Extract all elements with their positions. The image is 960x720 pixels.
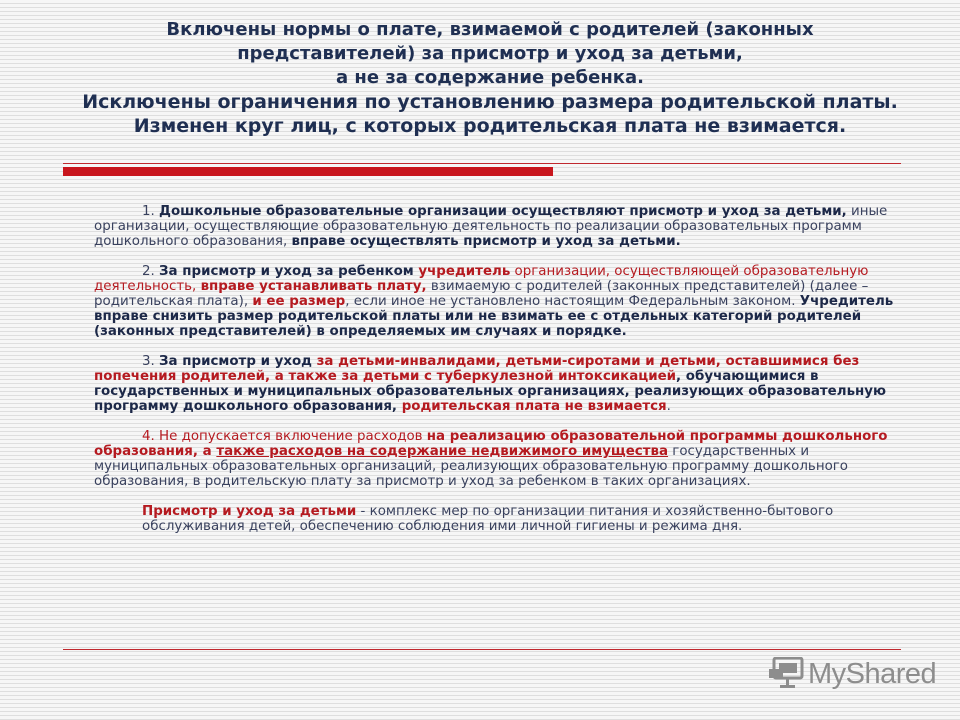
p3-bold-1: За присмотр и уход [159, 354, 317, 369]
top-divider-line [63, 163, 901, 164]
p5-text-1: - комплекс мер по организации питания и хозяйственно-бытового обслуживания детей, обеспечению соблюдения ими личной гигиены и режима дня. [142, 504, 834, 534]
p1-number: 1. [142, 204, 160, 219]
paragraph-2 [94, 264, 904, 339]
p5-red-bold-1: Присмотр и уход за детьми [142, 504, 357, 519]
p3-red-bold-1: за детьми-инвалидами, детьми-сиротами и детьми, оставшимися без попечения родителей, а также за детьми с туберкулезной интоксикацией [94, 354, 860, 384]
p3-text-1: . [666, 399, 671, 414]
p3-number: 3. [142, 354, 160, 369]
p1-bold-1: Дошкольные образовательные организации осуществляют присмотр и уход за детьми, [159, 204, 847, 219]
p2-red-bold-1: учредитель [418, 264, 511, 279]
title-line-5: Изменен круг лиц, с которых родительская плата не взимается. [133, 115, 847, 137]
title-line-1: Включены нормы о плате, взимаемой с родителей (законных [166, 19, 814, 40]
paragraph-5 [94, 504, 904, 534]
paragraph-3 [94, 354, 904, 414]
presentation-screen-icon [768, 657, 804, 691]
p1-bold-2: вправе осуществлять присмотр и уход за детьми. [291, 234, 681, 249]
p2-red-bold-2: вправе устанавливать плату, [200, 279, 427, 294]
bottom-divider-line [63, 649, 901, 650]
watermark-text: MyShared [808, 657, 937, 690]
p4-text-1: государственных и муниципальных образовательных организаций, реализующих образовательную программу дошкольного образования, в родительскую плату за присмотр и уход за ребенком в таких организациях. [94, 444, 849, 489]
p4-red-1: 4. Не допускается включение расходов [142, 429, 427, 444]
p2-number: 2. [142, 264, 160, 279]
p2-bold-2: Учредитель вправе снизить размер родительской платы или не взимать ее с отдельных категорий родителей (законных представителей) в определяемых им случаях и порядке. [94, 294, 894, 339]
title-line-2: представителей) за присмотр и уход за детьми, [237, 43, 743, 64]
p4-red-bold-underlined: также расходов на содержание недвижимого имущества [216, 444, 669, 459]
title-line-3: а не за содержание ребенка. [336, 67, 644, 88]
p3-bold-2: , обучающимися в государственных и муниципальных образовательных организациях, реализующих образовательную программу дошкольного образования, [94, 369, 887, 414]
myshared-watermark [768, 656, 936, 692]
slide-title [40, 18, 940, 138]
p2-text-1: взимаемую с родителей (законных представителей) (далее – родительская плата), [94, 279, 869, 309]
p1-text-1: иные организации, осуществляющие образовательную деятельность по реализации образовательных программ дошкольного образования, [94, 204, 888, 249]
slide-body [94, 204, 904, 549]
p2-red-1: организации, осуществляющей образовательную деятельность, [94, 264, 869, 294]
paragraph-1 [94, 204, 904, 249]
p2-text-2: , если иное не установлено настоящим Федеральным законом. [345, 294, 800, 309]
p2-red-bold-3: и ее размер [252, 294, 346, 309]
p2-bold-1: За присмотр и уход за ребенком [159, 264, 419, 279]
red-accent-bar [63, 167, 553, 176]
p3-red-bold-2: родительская плата не взимается [401, 399, 667, 414]
title-line-4: Исключены ограничения по установлению размера родительской платы. [82, 91, 898, 113]
p4-red-bold-1: на реализацию образовательной программы дошкольного образования, а [94, 429, 888, 459]
paragraph-4 [94, 429, 904, 489]
